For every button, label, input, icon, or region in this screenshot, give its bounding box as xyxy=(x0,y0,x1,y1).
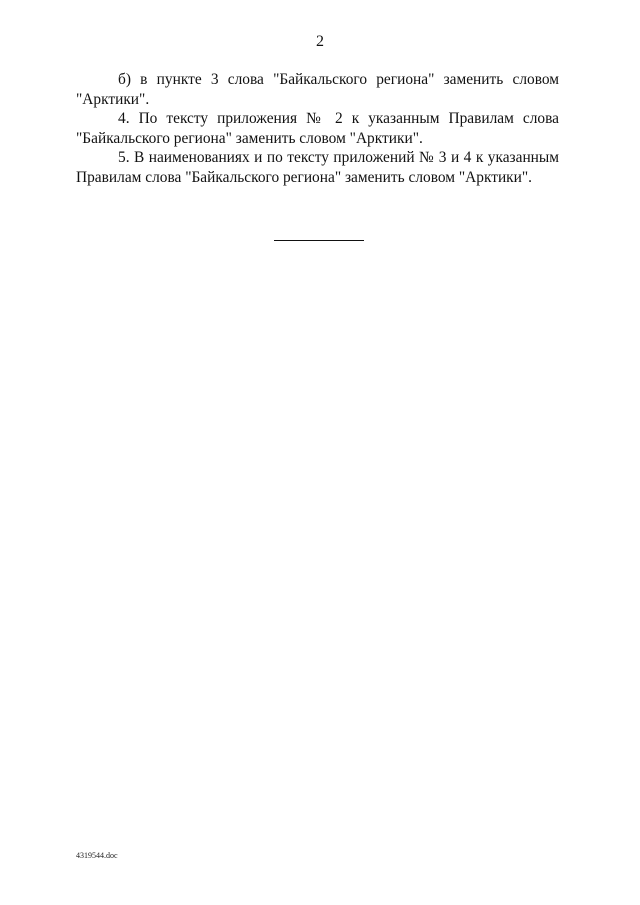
paragraph-5: 5. В наименованиях и по тексту приложений № 3 и 4 к указанным Правилам слова "Байкальского региона" заменить словом "Арктики". xyxy=(76,149,559,186)
paragraph-b: б) в пункте 3 слова "Байкальского региона" заменить словом "Арктики". xyxy=(76,71,559,108)
closing-rule xyxy=(274,240,364,241)
paragraph-4: 4. По тексту приложения № 2 к указанным Правилам слова "Байкальского региона" заменить словом "Арктики". xyxy=(76,110,559,147)
page-number: 2 xyxy=(316,33,324,50)
document-file-code: 4319544.doc xyxy=(76,851,118,860)
document-body xyxy=(76,70,559,187)
